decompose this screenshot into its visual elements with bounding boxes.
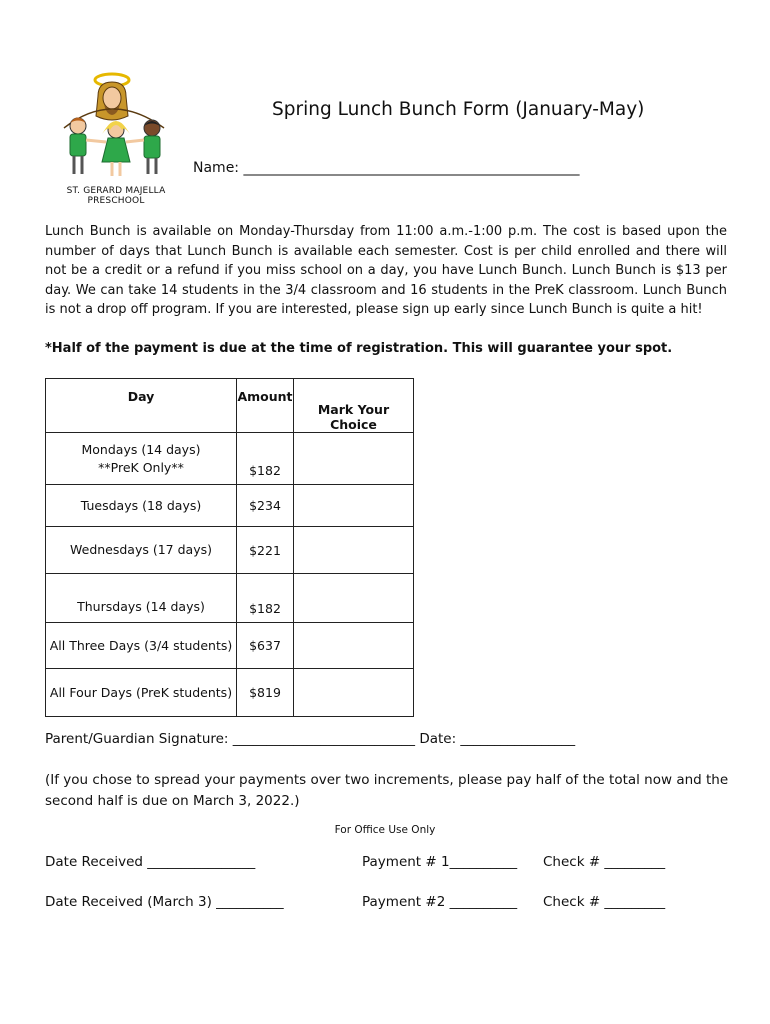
header-amount: Amount (237, 379, 294, 433)
payment-note: *Half of the payment is due at the time of registration. This will guarantee your spot. (45, 341, 673, 356)
choice-cell[interactable] (294, 433, 414, 485)
amount-cell: $637 (237, 623, 294, 669)
day-cell: Thursdays (14 days) (46, 574, 237, 623)
logo-caption: ST. GERARD MAJELLA PRESCHOOL (66, 186, 166, 206)
table-row (46, 574, 414, 623)
date-received-march-field[interactable]: Date Received (March 3) __________ (45, 894, 284, 910)
office-use-label: For Office Use Only (334, 824, 436, 836)
table-row (46, 485, 414, 527)
day-cell: All Four Days (PreK students) (46, 669, 237, 717)
choice-cell[interactable] (294, 669, 414, 717)
amount-cell: $819 (237, 669, 294, 717)
intro-paragraph: Lunch Bunch is available on Monday-Thursday from 11:00 a.m.-1:00 p.m. The cost is based upon the number of days that Lunch Bunch is available each semester. Cost is per child enrolled and there will not be a credit or a refund if you miss school on a day, you have Lunch Bunch. Lunch Bunch is $13 per day. We can take 14 students in the 3/4 classroom and 16 students in the PreK classroom. Lunch Bunch is not a drop off program. If you are interested, please sign up early since Lunch Bunch is quite a hit! (45, 224, 727, 318)
check-2-field[interactable]: Check # _________ (543, 894, 666, 910)
table-header-row (46, 379, 414, 433)
form-title: Spring Lunch Bunch Form (January-May) (272, 99, 645, 120)
check-1-field[interactable]: Check # _________ (543, 854, 666, 870)
table-row (46, 527, 414, 574)
lunch-options-table (45, 378, 414, 717)
name-field[interactable]: Name: ________________________________________________ (193, 160, 580, 176)
day-cell: Wednesdays (17 days) (46, 527, 237, 574)
payment-2-field[interactable]: Payment #2 __________ (362, 894, 518, 910)
day-cell: All Three Days (3/4 students) (46, 623, 237, 669)
preschool-logo (46, 68, 186, 200)
table-row (46, 433, 414, 485)
choice-cell[interactable] (294, 623, 414, 669)
payment-1-field[interactable]: Payment # 1__________ (362, 854, 518, 870)
choice-cell[interactable] (294, 527, 414, 574)
logo-artwork (46, 68, 186, 200)
amount-cell: $221 (237, 527, 294, 574)
header-day: Day (46, 379, 237, 433)
choice-cell[interactable] (294, 485, 414, 527)
payment-spread-note: (If you chose to spread your payments over two increments, please pay half of the total now and the second half is due on March 3, 2022.) (45, 772, 729, 809)
amount-cell: $234 (237, 485, 294, 527)
day-label: Mondays (14 days) (81, 441, 201, 457)
day-cell (46, 433, 237, 485)
table-row (46, 623, 414, 669)
date-received-field[interactable]: Date Received ________________ (45, 854, 256, 870)
amount-cell: $182 (237, 433, 294, 485)
table-row (46, 669, 414, 717)
day-note: **PreK Only** (98, 459, 184, 475)
amount-cell: $182 (237, 574, 294, 623)
header-mark-your-choice: Mark Your Choice (294, 379, 414, 433)
day-cell: Tuesdays (18 days) (46, 485, 237, 527)
choice-cell[interactable] (294, 574, 414, 623)
signature-date-field[interactable]: Parent/Guardian Signature: ___________________________ Date: _________________ (45, 731, 576, 747)
